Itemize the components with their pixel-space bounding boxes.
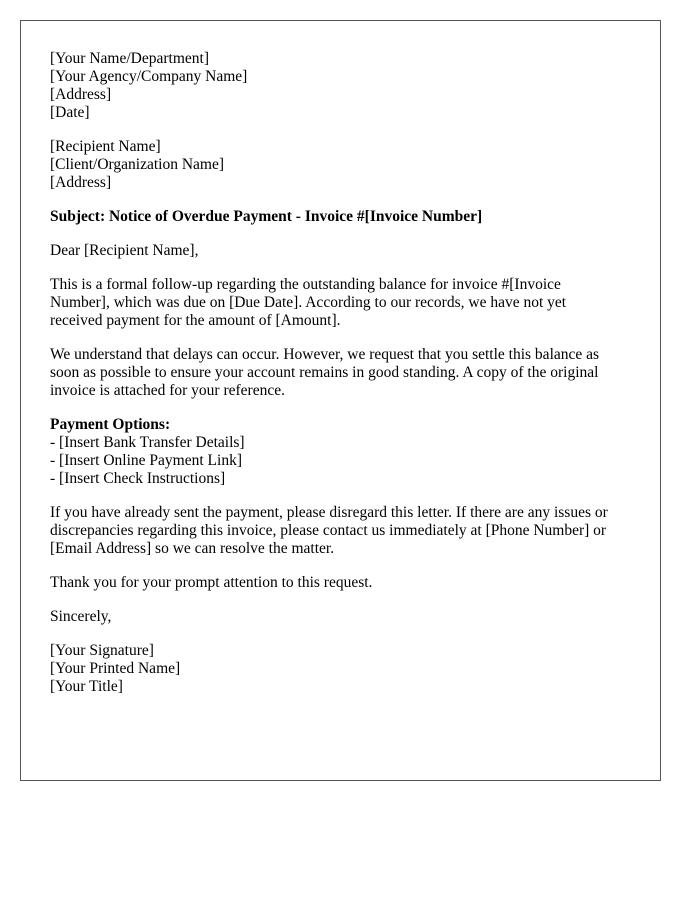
text-line: If you have already sent the payment, please disregard this letter. If there are any issues or [50,504,608,521]
payment-option-item: - [Insert Check Instructions] [50,470,226,487]
recipient-block [50,138,608,192]
text-line: Number], which was due on [Due Date]. According to our records, we have not yet [50,294,567,311]
signature-block [50,642,608,696]
payment-option-item: - [Insert Online Payment Link] [50,452,242,469]
recipient-line: [Recipient Name] [50,138,161,155]
signature-line: [Your Title] [50,678,123,695]
paragraph-contact [50,504,608,558]
payment-options-heading: Payment Options: [50,416,171,433]
text-line: We understand that delays can occur. However, we request that you settle this balance as [50,346,600,363]
signature-line: [Your Printed Name] [50,660,181,677]
text-line: This is a formal follow-up regarding the outstanding balance for invoice #[Invoice [50,276,561,293]
paragraph-request [50,346,608,400]
recipient-line: [Address] [50,174,112,191]
paragraph-overdue [50,276,608,330]
thanks-line: Thank you for your prompt attention to this request. [50,574,373,591]
text-line: [Email Address] so we can resolve the matter. [50,540,335,557]
signature-line: [Your Signature] [50,642,154,659]
text-line: soon as possible to ensure your account remains in good standing. A copy of the original [50,364,599,381]
letter-body [50,50,608,712]
sender-block [50,50,608,122]
text-line: invoice is attached for your reference. [50,382,285,399]
sender-line: [Your Name/Department] [50,50,209,67]
subject-line: Subject: Notice of Overdue Payment - Invoice #[Invoice Number] [50,208,483,225]
letter-page [20,20,661,781]
salutation: Dear [Recipient Name], [50,242,199,259]
payment-option-item: - [Insert Bank Transfer Details] [50,434,245,451]
text-line: discrepancies regarding this invoice, please contact us immediately at [Phone Number] or [50,522,607,539]
sender-line: [Address] [50,86,112,103]
payment-options [50,416,608,488]
text-line: received payment for the amount of [Amount]. [50,312,341,329]
sender-line: [Date] [50,104,90,121]
recipient-line: [Client/Organization Name] [50,156,225,173]
sender-line: [Your Agency/Company Name] [50,68,248,85]
closing: Sincerely, [50,608,112,625]
